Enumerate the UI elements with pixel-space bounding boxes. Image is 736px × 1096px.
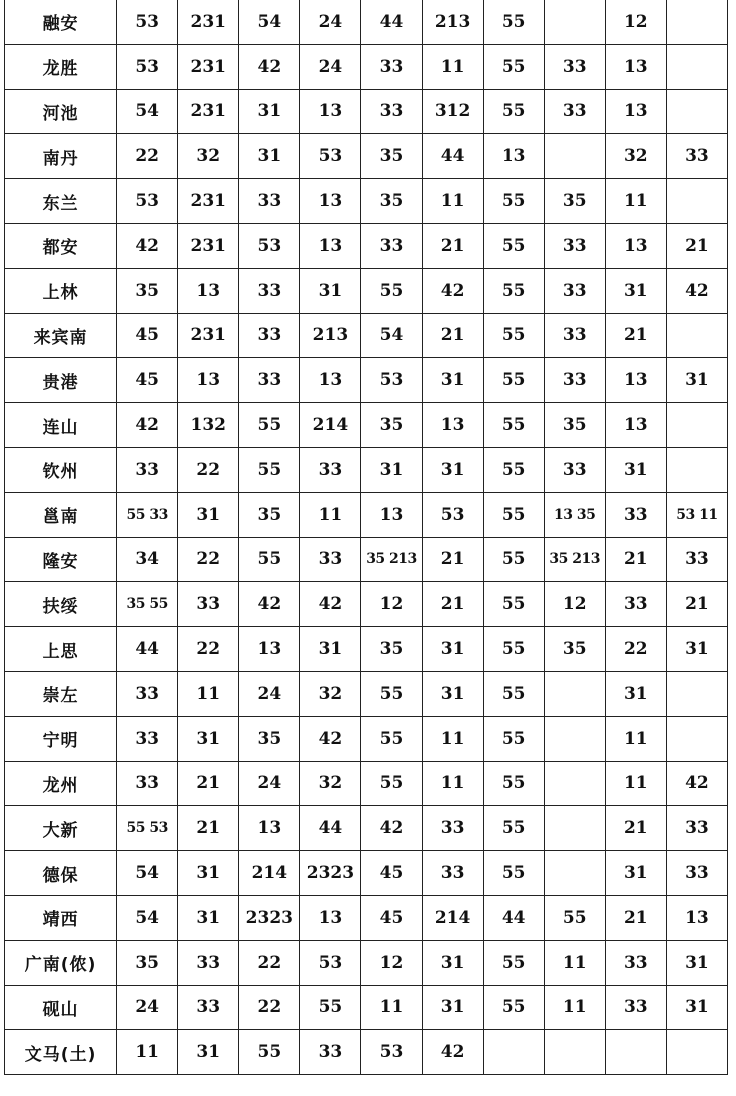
table-row (5, 447, 728, 492)
tone-value-cell: 21 (666, 582, 727, 627)
tone-value-cell: 55 (483, 761, 544, 806)
tone-value-cell (544, 0, 605, 44)
tone-value-cell: 13 (361, 492, 422, 537)
table-row (5, 313, 728, 358)
tone-value-cell: 33 (544, 358, 605, 403)
tone-value-cell: 55 (361, 268, 422, 313)
tone-value-cell: 33 (300, 537, 361, 582)
table-row (5, 716, 728, 761)
tone-value-cell: 21 (178, 761, 239, 806)
tone-value-cell: 33 (666, 806, 727, 851)
tone-value-cell: 55 (483, 403, 544, 448)
tone-value-cell: 55 (483, 268, 544, 313)
tone-value-cell: 55 (483, 806, 544, 851)
tone-value-cell: 22 (239, 985, 300, 1030)
tone-value-cell: 35 (239, 492, 300, 537)
tone-value-cell: 33 (422, 851, 483, 896)
tone-value-cell: 33 (178, 940, 239, 985)
tone-value-cell: 12 (361, 582, 422, 627)
tone-value-cell: 312 (422, 89, 483, 134)
tone-value-cell: 213 (422, 0, 483, 44)
tone-value-cell: 22 (605, 627, 666, 672)
tone-value-cell: 31 (178, 851, 239, 896)
tone-value-cell: 33 (544, 89, 605, 134)
place-name-cell: 砚山 (5, 985, 117, 1030)
tone-value-cell: 53 (117, 0, 178, 44)
tone-value-cell: 53 (422, 492, 483, 537)
table-row (5, 940, 728, 985)
tone-value-cell: 55 (483, 851, 544, 896)
tone-value-cell: 33 (544, 447, 605, 492)
tone-value-cell: 11 (605, 761, 666, 806)
tone-value-cell: 31 (422, 671, 483, 716)
tone-value-cell: 55 33 (117, 492, 178, 537)
tone-value-cell: 35 55 (117, 582, 178, 627)
tone-value-cell: 55 (239, 403, 300, 448)
tone-value-cell: 55 (483, 44, 544, 89)
tone-value-cell: 21 (178, 806, 239, 851)
table-row (5, 627, 728, 672)
place-name-cell: 文马(土) (5, 1030, 117, 1075)
tone-value-cell: 53 (361, 1030, 422, 1075)
tone-value-cell (544, 671, 605, 716)
tone-value-cell: 24 (239, 671, 300, 716)
tone-value-cell: 11 (361, 985, 422, 1030)
tone-value-cell: 31 (605, 447, 666, 492)
tone-value-cell: 54 (117, 851, 178, 896)
tone-value-cell: 24 (300, 44, 361, 89)
tone-value-cell: 231 (178, 44, 239, 89)
tone-value-cell: 42 (239, 44, 300, 89)
tone-value-cell (544, 1030, 605, 1075)
tone-value-cell: 33 (544, 313, 605, 358)
tone-value-cell: 13 (483, 134, 544, 179)
tone-value-cell: 54 (117, 89, 178, 134)
tone-value-cell: 13 (605, 403, 666, 448)
tone-value-cell: 21 (605, 537, 666, 582)
tone-value-cell: 42 (422, 1030, 483, 1075)
table-row (5, 492, 728, 537)
place-name-cell: 来宾南 (5, 313, 117, 358)
tone-value-cell: 13 (666, 895, 727, 940)
tone-value-cell: 33 (666, 851, 727, 896)
tone-value-cell: 13 (605, 358, 666, 403)
place-name-cell: 崇左 (5, 671, 117, 716)
place-name-cell: 靖西 (5, 895, 117, 940)
tone-value-cell: 231 (178, 89, 239, 134)
tone-value-cell: 55 (239, 1030, 300, 1075)
tone-value-cell: 54 (239, 0, 300, 44)
tone-value-cell: 53 (300, 134, 361, 179)
tone-value-cell: 33 (239, 179, 300, 224)
place-name-cell: 河池 (5, 89, 117, 134)
tone-value-cell: 44 (361, 0, 422, 44)
tone-value-cell: 214 (422, 895, 483, 940)
tone-value-cell: 55 53 (117, 806, 178, 851)
tone-value-cell: 11 (605, 716, 666, 761)
tone-value-cell: 33 (605, 582, 666, 627)
tone-value-cell: 21 (605, 806, 666, 851)
tone-value-cell (544, 716, 605, 761)
tone-value-cell: 22 (178, 627, 239, 672)
place-name-cell: 融安 (5, 0, 117, 44)
table-row (5, 895, 728, 940)
tone-value-cell: 33 (300, 447, 361, 492)
tone-value-cell: 13 (605, 223, 666, 268)
place-name-cell: 上林 (5, 268, 117, 313)
tone-value-cell: 32 (178, 134, 239, 179)
tone-value-cell: 12 (361, 940, 422, 985)
tone-value-cell: 31 (422, 358, 483, 403)
tone-value-cell: 11 (544, 940, 605, 985)
tone-value-cell: 22 (117, 134, 178, 179)
tone-value-cell: 55 (239, 447, 300, 492)
tone-value-cell: 53 11 (666, 492, 727, 537)
tone-value-cell: 35 (361, 403, 422, 448)
tone-value-cell: 53 (300, 940, 361, 985)
place-name-cell: 扶绥 (5, 582, 117, 627)
tone-value-cell: 11 (300, 492, 361, 537)
tone-value-cell: 55 (483, 179, 544, 224)
tone-value-cell: 22 (178, 537, 239, 582)
tone-value-cell: 24 (117, 985, 178, 1030)
tone-value-cell: 11 (544, 985, 605, 1030)
tone-value-cell: 31 (300, 627, 361, 672)
tone-value-cell: 55 (483, 716, 544, 761)
tone-value-cell: 55 (483, 985, 544, 1030)
tone-value-cell: 31 (422, 447, 483, 492)
tone-value-cell: 31 (666, 627, 727, 672)
place-name-cell: 钦州 (5, 447, 117, 492)
tone-value-cell: 33 (239, 358, 300, 403)
tone-value-cell: 2323 (239, 895, 300, 940)
tone-value-cell (666, 716, 727, 761)
tone-value-cell: 13 (605, 89, 666, 134)
tone-value-cell: 33 (117, 671, 178, 716)
tone-value-cell: 33 (605, 940, 666, 985)
tone-value-cell: 21 (422, 537, 483, 582)
tone-value-cell: 31 (666, 358, 727, 403)
table-row (5, 761, 728, 806)
table-row (5, 537, 728, 582)
tone-value-cell: 45 (117, 358, 178, 403)
tone-value-cell: 21 (666, 223, 727, 268)
tone-value-cell (666, 403, 727, 448)
tone-value-cell: 54 (117, 895, 178, 940)
tone-value-cell: 132 (178, 403, 239, 448)
place-name-cell: 南丹 (5, 134, 117, 179)
tone-value-cell: 31 (666, 940, 727, 985)
tone-value-cell: 31 (239, 89, 300, 134)
tone-value-cell (483, 1030, 544, 1075)
tone-value-cell: 13 (300, 179, 361, 224)
tone-value-cell: 231 (178, 223, 239, 268)
tone-value-cell: 35 (544, 403, 605, 448)
tone-value-cell: 31 (605, 851, 666, 896)
tone-value-cell: 44 (422, 134, 483, 179)
tone-value-cell: 13 (300, 89, 361, 134)
tone-data-table (4, 0, 728, 1075)
tone-value-cell: 55 (483, 582, 544, 627)
tone-value-cell: 55 (361, 671, 422, 716)
table-row (5, 44, 728, 89)
tone-value-cell: 33 (239, 268, 300, 313)
tone-value-cell: 35 (361, 179, 422, 224)
tone-value-cell: 13 (300, 895, 361, 940)
tone-value-cell: 21 (422, 223, 483, 268)
table-row (5, 223, 728, 268)
tone-value-cell: 32 (300, 671, 361, 716)
tone-value-cell: 12 (544, 582, 605, 627)
tone-value-cell: 33 (300, 1030, 361, 1075)
table-row (5, 268, 728, 313)
tone-value-cell: 42 (117, 403, 178, 448)
tone-value-cell: 12 (605, 0, 666, 44)
table-row (5, 985, 728, 1030)
tone-value-cell: 31 (422, 627, 483, 672)
tone-value-cell: 31 (422, 985, 483, 1030)
place-name-cell: 贵港 (5, 358, 117, 403)
tone-value-cell: 42 (361, 806, 422, 851)
table-row (5, 179, 728, 224)
tone-value-cell (666, 447, 727, 492)
place-name-cell: 宁明 (5, 716, 117, 761)
tone-value-cell: 231 (178, 0, 239, 44)
tone-value-cell: 214 (300, 403, 361, 448)
tone-value-cell: 33 (117, 447, 178, 492)
tone-value-cell (544, 851, 605, 896)
tone-value-cell: 13 (300, 223, 361, 268)
tone-value-cell (544, 134, 605, 179)
tone-value-cell: 11 (117, 1030, 178, 1075)
tone-value-cell: 42 (300, 716, 361, 761)
tone-value-cell (544, 806, 605, 851)
tone-value-cell: 33 (544, 268, 605, 313)
tone-value-cell: 55 (483, 0, 544, 44)
tone-value-cell: 33 (361, 89, 422, 134)
tone-value-cell: 31 (361, 447, 422, 492)
place-name-cell: 龙胜 (5, 44, 117, 89)
tone-value-cell: 55 (483, 313, 544, 358)
tone-value-cell (666, 1030, 727, 1075)
tone-value-cell: 35 (239, 716, 300, 761)
place-name-cell: 邕南 (5, 492, 117, 537)
table-row (5, 358, 728, 403)
table-row (5, 851, 728, 896)
tone-value-cell: 55 (483, 940, 544, 985)
tone-value-cell: 31 (605, 268, 666, 313)
tone-value-cell: 31 (666, 985, 727, 1030)
tone-value-cell: 13 (239, 806, 300, 851)
tone-value-cell: 55 (483, 492, 544, 537)
tone-value-cell: 21 (605, 895, 666, 940)
tone-value-cell: 33 (117, 761, 178, 806)
tone-value-cell: 45 (117, 313, 178, 358)
tone-value-cell: 33 (544, 44, 605, 89)
tone-value-cell: 31 (178, 895, 239, 940)
tone-value-cell (605, 1030, 666, 1075)
tone-value-cell: 33 (605, 492, 666, 537)
tone-value-cell: 11 (422, 716, 483, 761)
tone-value-cell: 35 (361, 134, 422, 179)
tone-value-cell: 42 (239, 582, 300, 627)
tone-value-cell: 213 (300, 313, 361, 358)
tone-value-cell: 45 (361, 851, 422, 896)
table-body (5, 0, 728, 1075)
tone-value-cell: 53 (117, 179, 178, 224)
tone-value-cell: 31 (178, 1030, 239, 1075)
tone-value-cell: 33 (178, 582, 239, 627)
tone-value-cell: 35 (117, 268, 178, 313)
tone-value-cell: 55 (361, 761, 422, 806)
tone-value-cell: 231 (178, 179, 239, 224)
place-name-cell: 大新 (5, 806, 117, 851)
tone-value-cell: 13 (178, 268, 239, 313)
tone-value-cell: 55 (544, 895, 605, 940)
tone-value-cell: 55 (483, 447, 544, 492)
tone-value-cell: 31 (300, 268, 361, 313)
tone-value-cell: 53 (361, 358, 422, 403)
place-name-cell: 上思 (5, 627, 117, 672)
tone-value-cell: 231 (178, 313, 239, 358)
place-name-cell: 德保 (5, 851, 117, 896)
tone-value-cell: 42 (666, 761, 727, 806)
tone-value-cell (544, 761, 605, 806)
tone-value-cell: 33 (239, 313, 300, 358)
tone-value-cell (666, 313, 727, 358)
table-row (5, 806, 728, 851)
tone-value-cell: 33 (605, 985, 666, 1030)
tone-value-cell (666, 179, 727, 224)
tone-value-cell: 44 (300, 806, 361, 851)
tone-value-cell: 32 (605, 134, 666, 179)
tone-value-cell: 55 (361, 716, 422, 761)
tone-value-cell: 55 (483, 627, 544, 672)
tone-value-cell: 33 (117, 716, 178, 761)
tone-value-cell (666, 671, 727, 716)
table-row (5, 89, 728, 134)
table-row (5, 1030, 728, 1075)
tone-value-cell: 35 213 (361, 537, 422, 582)
tone-value-cell: 33 (666, 537, 727, 582)
tone-value-cell: 31 (422, 940, 483, 985)
tone-value-cell: 33 (422, 806, 483, 851)
tone-value-cell: 13 35 (544, 492, 605, 537)
tone-value-cell: 55 (483, 358, 544, 403)
tone-value-cell: 33 (666, 134, 727, 179)
place-name-cell: 东兰 (5, 179, 117, 224)
tone-value-cell: 24 (239, 761, 300, 806)
tone-value-cell: 35 (544, 627, 605, 672)
table-row (5, 403, 728, 448)
tone-value-cell: 2323 (300, 851, 361, 896)
table-row (5, 582, 728, 627)
tone-value-cell: 31 (239, 134, 300, 179)
tone-value-cell: 33 (361, 223, 422, 268)
tone-value-cell: 13 (178, 358, 239, 403)
tone-value-cell: 33 (178, 985, 239, 1030)
tone-value-cell: 35 (544, 179, 605, 224)
table-row (5, 0, 728, 44)
tone-value-cell: 22 (178, 447, 239, 492)
tone-value-cell: 21 (422, 582, 483, 627)
tone-value-cell: 42 (422, 268, 483, 313)
tone-value-cell (666, 0, 727, 44)
tone-value-cell: 35 213 (544, 537, 605, 582)
tone-value-cell: 21 (605, 313, 666, 358)
tone-value-cell: 31 (605, 671, 666, 716)
tone-value-cell (666, 89, 727, 134)
tone-value-cell: 33 (544, 223, 605, 268)
tone-value-cell: 35 (361, 627, 422, 672)
tone-value-cell: 42 (117, 223, 178, 268)
tone-value-cell: 55 (483, 223, 544, 268)
place-name-cell: 龙州 (5, 761, 117, 806)
table-row (5, 671, 728, 716)
place-name-cell: 隆安 (5, 537, 117, 582)
tone-value-cell: 55 (483, 671, 544, 716)
tone-value-cell: 54 (361, 313, 422, 358)
tone-value-cell: 55 (483, 537, 544, 582)
tone-value-cell: 22 (239, 940, 300, 985)
tone-value-cell: 35 (117, 940, 178, 985)
tone-value-cell: 53 (239, 223, 300, 268)
tone-value-cell: 24 (300, 0, 361, 44)
tone-value-cell: 31 (178, 716, 239, 761)
tone-value-cell: 13 (300, 358, 361, 403)
tone-value-cell: 11 (178, 671, 239, 716)
tone-value-cell: 42 (666, 268, 727, 313)
tone-value-cell: 44 (483, 895, 544, 940)
tone-value-cell: 31 (178, 492, 239, 537)
tone-value-cell: 42 (300, 582, 361, 627)
tone-value-cell: 13 (239, 627, 300, 672)
tone-value-cell: 55 (239, 537, 300, 582)
tone-value-cell: 32 (300, 761, 361, 806)
tone-value-cell (666, 44, 727, 89)
tone-value-cell: 13 (605, 44, 666, 89)
tone-value-cell: 53 (117, 44, 178, 89)
tone-value-cell: 55 (300, 985, 361, 1030)
place-name-cell: 广南(侬) (5, 940, 117, 985)
tone-value-cell: 21 (422, 313, 483, 358)
table-row (5, 134, 728, 179)
tone-value-cell: 11 (422, 761, 483, 806)
tone-value-cell: 44 (117, 627, 178, 672)
tone-value-cell: 11 (422, 179, 483, 224)
place-name-cell: 连山 (5, 403, 117, 448)
tone-value-cell: 34 (117, 537, 178, 582)
place-name-cell: 都安 (5, 223, 117, 268)
tone-value-cell: 214 (239, 851, 300, 896)
tone-value-cell: 13 (422, 403, 483, 448)
tone-value-cell: 55 (483, 89, 544, 134)
tone-value-cell: 11 (605, 179, 666, 224)
tone-value-cell: 33 (361, 44, 422, 89)
document-page (4, 0, 732, 1075)
tone-value-cell: 11 (422, 44, 483, 89)
tone-value-cell: 45 (361, 895, 422, 940)
